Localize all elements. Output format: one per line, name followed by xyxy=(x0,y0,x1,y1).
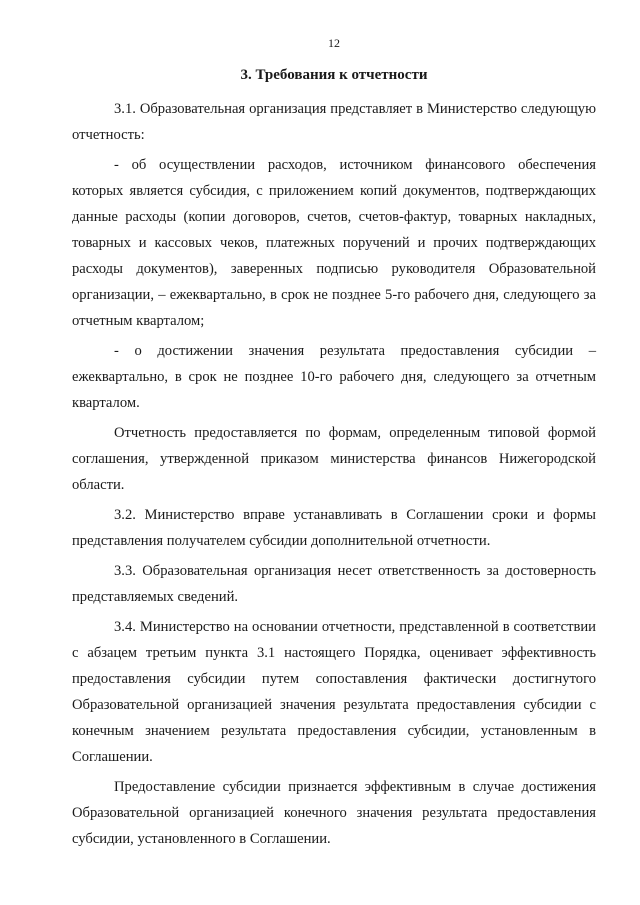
paragraph-result-report: - о достижении значения результата предоставления субсидии – ежеквартально, в срок не позднее 10-го рабочего дня, следующего за отчетным кварталом. xyxy=(72,343,596,411)
paragraph-report-forms: Отчетность предоставляется по формам, определенным типовой формой соглашения, утвержденной приказом министерства финансов Нижегородской области. xyxy=(72,425,596,493)
paragraph-expenses-report: - об осуществлении расходов, источником финансового обеспечения которых является субсидия, с приложением копий документов, подтверждающих данные расходы (копии договоров, счетов, счетов-фактур, товарных накладных, товарных и кассовых чеков, платежных поручений и прочих подтверждающих расходы документов), заверенных подписью руководителя Образовательной организации, – ежеквартально, в срок не позднее 5-го рабочего дня, следующего за отчетным кварталом; xyxy=(72,157,596,329)
paragraph-3-1: 3.1. Образовательная организация представляет в Министерство следующую отчетность: xyxy=(72,101,596,143)
paragraph-3-2: 3.2. Министерство вправе устанавливать в Соглашении сроки и формы представления получателем субсидии дополнительной отчетности. xyxy=(72,507,596,549)
page-number: 12 xyxy=(328,36,340,50)
paragraph-3-4: 3.4. Министерство на основании отчетности, представленной в соответствии с абзацем третьим пункта 3.1 настоящего Порядка, оценивает эффективность предоставления субсидии путем сопоставления фактически достигнутого Образовательной организацией значения результата предоставления субсидии с конечным значением результата предоставления субсидии, установленным в Соглашении. xyxy=(72,619,596,765)
paragraph-3-3: 3.3. Образовательная организация несет ответственность за достоверность представляемых сведений. xyxy=(72,563,596,605)
paragraph-effectiveness: Предоставление субсидии признается эффективным в случае достижения Образовательной организацией конечного значения результата предоставления субсидии, установленного в Соглашении. xyxy=(72,779,596,847)
section-title: 3. Требования к отчетности xyxy=(240,67,428,83)
